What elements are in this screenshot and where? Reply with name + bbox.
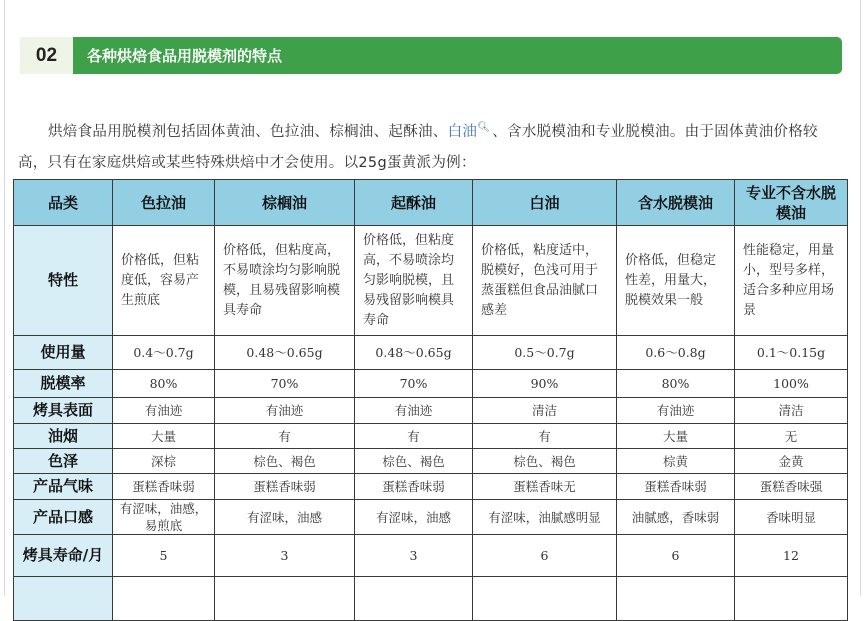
row-label: 特性 xyxy=(14,226,113,336)
row-label: 使用量 xyxy=(14,336,113,370)
header-white-oil: 白油 xyxy=(473,180,617,226)
search-icon[interactable]: 🔍︎ xyxy=(477,122,491,133)
table-cell: 清洁 xyxy=(473,398,617,424)
row-label xyxy=(14,577,113,621)
table-cell: 蛋糕香味弱 xyxy=(355,474,473,500)
table-cell: 5 xyxy=(113,535,215,577)
table-cell: 价格低，但粘度高，不易喷涂均匀影响脱模，且易残留影响模具寿命 xyxy=(355,226,473,336)
table-cell: 0.1～0.15g xyxy=(735,336,848,370)
header-category: 品类 xyxy=(14,180,113,226)
table-cell: 有油迹 xyxy=(215,398,355,424)
table-cell: 价格低，但稳定性差，用量大，脱模效果一般 xyxy=(617,226,735,336)
row-label: 烤具寿命/月 xyxy=(14,535,113,577)
header-water-release-oil: 含水脱模油 xyxy=(617,180,735,226)
table-row xyxy=(14,500,848,535)
header-row xyxy=(14,180,848,226)
baiyou-link[interactable]: 白油 xyxy=(447,123,478,140)
table-cell: 棕色、褐色 xyxy=(215,449,355,474)
table-cell: 无 xyxy=(735,424,848,449)
table-cell: 有油迹 xyxy=(355,398,473,424)
table-cell: 价格低，粘度适中，脱模好，色浅可用于蒸蛋糕但食品油腻口感差 xyxy=(473,226,617,336)
table-row xyxy=(14,449,848,474)
table-cell: 性能稳定，用量小，型号多样，适合多种应用场景 xyxy=(735,226,848,336)
table-cell: 有油迹 xyxy=(617,398,735,424)
header-shortening: 起酥油 xyxy=(355,180,473,226)
paragraph-text-before: 烘焙食品用脱模剂包括固体黄油、色拉油、棕榈油、起酥油、 xyxy=(48,123,448,140)
table-cell xyxy=(355,577,473,621)
table-cell xyxy=(473,577,617,621)
table-cell: 70% xyxy=(355,370,473,398)
table-cell: 有 xyxy=(355,424,473,449)
table-cell: 蛋糕香味强 xyxy=(735,474,848,500)
table-cell: 价格低，但粘度低，容易产生煎底 xyxy=(113,226,215,336)
table-cell: 金黄 xyxy=(735,449,848,474)
table-cell: 12 xyxy=(735,535,848,577)
intro-paragraph xyxy=(18,112,840,179)
table-cell: 0.5～0.7g xyxy=(473,336,617,370)
table-cell: 3 xyxy=(215,535,355,577)
table-row xyxy=(14,474,848,500)
table-cell: 价格低，但粘度高，不易喷涂均匀影响脱模，且易残留影响模具寿命 xyxy=(215,226,355,336)
table-row xyxy=(14,424,848,449)
table-cell: 油腻感，香味弱 xyxy=(617,500,735,535)
table-cell: 有涩味，油感 xyxy=(355,500,473,535)
row-label: 产品口感 xyxy=(14,500,113,535)
table-cell xyxy=(735,577,848,621)
table-cell: 0.48～0.65g xyxy=(355,336,473,370)
table-cell: 大量 xyxy=(113,424,215,449)
table-cell: 6 xyxy=(473,535,617,577)
table-cell: 蛋糕香味弱 xyxy=(113,474,215,500)
table-row xyxy=(14,577,848,621)
table-cell: 3 xyxy=(355,535,473,577)
table-cell: 棕黄 xyxy=(617,449,735,474)
table-cell: 大量 xyxy=(617,424,735,449)
paragraph-text-after: 、含水脱模油和专业脱模油。由于固体黄油价格较高，只有在家庭烘焙或某些特殊烘焙中才会使用。以25g蛋黄派为例： xyxy=(18,123,818,171)
left-border xyxy=(4,0,5,596)
row-label: 色泽 xyxy=(14,449,113,474)
section-title: 各种烘焙食品用脱模剂的特点 xyxy=(73,37,842,74)
table-cell: 棕色、褐色 xyxy=(473,449,617,474)
table-cell xyxy=(113,577,215,621)
table-row xyxy=(14,370,848,398)
header-salad-oil: 色拉油 xyxy=(113,180,215,226)
table-cell: 100% xyxy=(735,370,848,398)
header-palm-oil: 棕榈油 xyxy=(215,180,355,226)
comparison-table xyxy=(13,179,848,621)
table-cell: 有涩味，油感 xyxy=(215,500,355,535)
table-cell: 蛋糕香味无 xyxy=(473,474,617,500)
table-cell: 有涩味，油感，易煎底 xyxy=(113,500,215,535)
section-header xyxy=(20,37,842,74)
table-cell: 80% xyxy=(113,370,215,398)
table-cell: 0.48～0.65g xyxy=(215,336,355,370)
table-cell: 80% xyxy=(617,370,735,398)
section-number: 02 xyxy=(20,37,73,74)
table-cell: 6 xyxy=(617,535,735,577)
table-cell: 香味明显 xyxy=(735,500,848,535)
table-cell: 0.6～0.8g xyxy=(617,336,735,370)
row-label: 油烟 xyxy=(14,424,113,449)
row-label: 脱模率 xyxy=(14,370,113,398)
table-row xyxy=(14,535,848,577)
table-cell: 清洁 xyxy=(735,398,848,424)
table-cell: 70% xyxy=(215,370,355,398)
table-row xyxy=(14,226,848,336)
table-cell: 深棕 xyxy=(113,449,215,474)
table-cell: 蛋糕香味弱 xyxy=(215,474,355,500)
right-border xyxy=(860,0,861,596)
header-pro-release-oil: 专业不含水脱模油 xyxy=(735,180,848,226)
table-row xyxy=(14,398,848,424)
table-cell xyxy=(617,577,735,621)
table-cell: 有涩味，油腻感明显 xyxy=(473,500,617,535)
table-cell: 有 xyxy=(473,424,617,449)
table-cell: 有油迹 xyxy=(113,398,215,424)
table-row xyxy=(14,336,848,370)
table-cell: 棕色、褐色 xyxy=(355,449,473,474)
table-cell xyxy=(215,577,355,621)
row-label: 产品气味 xyxy=(14,474,113,500)
table-cell: 0.4～0.7g xyxy=(113,336,215,370)
table-cell: 有 xyxy=(215,424,355,449)
row-label: 烤具表面 xyxy=(14,398,113,424)
table-cell: 90% xyxy=(473,370,617,398)
table-cell: 蛋糕香味弱 xyxy=(617,474,735,500)
